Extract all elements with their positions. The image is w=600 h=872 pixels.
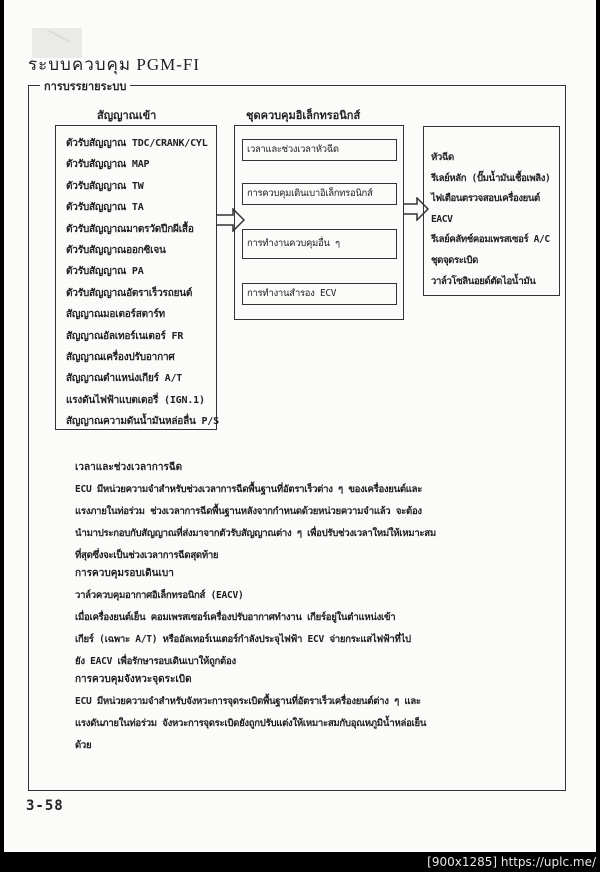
body-line: ยัง EACV เพื่อรักษารอบเดินเบาให้ถูกต้อง [75,656,236,667]
input-item: สัญญาณเครื่องปรับอากาศ [66,351,175,363]
output-item: รีเลย์คลัทช์คอมเพรสเซอร์ A/C [431,234,550,246]
body-line: ด้วย [75,740,92,751]
body-line: แรงภายในท่อร่วม ช่วงเวลาการฉีดพื้นฐานหลังจากกำหนดด้วยหน่วยความจำแล้ว จะต้อง [75,506,422,517]
section-heading: การควบคุมรอบเดินเบา [75,568,174,579]
body-line: ECU มีหน่วยความจำสำหรับจังหวะการจุดระเบิดพื้นฐานที่อัตราเร็วเครื่องยนต์ต่าง ๆ และ [75,696,421,707]
section-body [75,585,553,673]
page-number: 3-58 [26,798,64,814]
output-item: ไฟเตือนตรวจสอบเครื่องยนต์ [431,193,540,205]
section-ignition-timing [75,669,553,757]
ecu-block-backup-ecv: การทำงานสำรอง ECV [242,283,397,305]
input-item: ตัวรับสัญญาณออกซิเจน [66,244,166,256]
output-item: ชุดจุดระเบิด [431,254,478,266]
input-item: ตัวรับสัญญาณอัตราเร็วรถยนต์ [66,287,193,299]
output-item: วาล์วโซลินอยด์ตัดไอน้ำมัน [431,275,536,287]
section-heading: การควบคุมจังหวะจุดระเบิด [75,674,192,685]
page-title: ระบบควบคุม PGM-FI [28,55,201,74]
body-line: นำมาประกอบกับสัญญาณที่ส่งมาจากตัวรับสัญญาณต่าง ๆ เพื่อปรับช่วงเวลาใหม่ให้เหมาะสม [75,528,436,539]
inputs-header: สัญญาณเข้า [97,110,157,122]
output-item: รีเลย์หลัก (ปั๊มน้ำมันเชื้อเพลิง) [431,172,551,184]
frame-legend: การบรรยายระบบ [40,77,130,95]
body-line: เมื่อเครื่องยนต์เย็น คอมเพรสเซอร์เครื่องปรับอากาศทำงาน เกียร์อยู่ในตำแหน่งเข้า [75,612,396,623]
section-heading: เวลาและช่วงเวลาการฉีด [75,462,183,473]
section-body [75,479,553,567]
body-line: วาล์วควบคุมอากาศอิเล็กทรอนิกส์ (EACV) [75,590,244,601]
ecu-block-injection-timing: เวลาและช่วงเวลาหัวฉีด [242,139,397,161]
output-item: หัวฉีด [431,152,454,163]
ecu-header: ชุดควบคุมอิเล็กทรอนิกส์ [246,110,361,122]
body-line: เกียร์ (เฉพาะ A/T) หรืออัลเทอร์เนเตอร์กำลังประจุไฟฟ้า ECV จ่ายกระแสไฟฟ้าที่ไป [75,634,411,645]
image-host-watermark: [900x1285] https://uplc.me/ [427,855,596,869]
input-item: ตัวรับสัญญาณมาตรวัดปีกผีเสื้อ [66,223,194,235]
inputs-list [66,133,219,432]
body-line: ที่สุดซึ่งจะเป็นช่วงเวลาการฉีดสุดท้าย [75,550,219,561]
section-body [75,691,553,757]
output-item: EACV [431,213,453,225]
body-line: แรงดันภายในท่อร่วม จังหวะการจุดระเบิดยังถูกปรับแต่งให้เหมาะสมกับอุณหภูมิน้ำหล่อเย็น [75,718,427,729]
outputs-list [431,148,550,292]
input-item: ตัวรับสัญญาณ PA [66,266,144,278]
input-item: ตัวรับสัญญาณ MAP [66,159,150,171]
input-item: ตัวรับสัญญาณ TW [66,180,144,192]
input-item: สัญญาณตำแหน่งเกียร์ A/T [66,373,183,385]
input-item: สัญญาณความดันน้ำมันหล่อลื่น P/S [66,416,219,428]
input-item: ตัวรับสัญญาณ TA [66,202,144,214]
input-item: แรงดันไฟฟ้าแบตเตอรี่ (IGN.1) [66,394,205,406]
input-item: สัญญาณอัลเทอร์เนเตอร์ FR [66,330,184,342]
body-line: ECU มีหน่วยความจำสำหรับช่วงเวลาการฉีดพื้นฐานที่อัตราเร็วต่าง ๆ ของเครื่องยนต์และ [75,484,423,495]
input-item: สัญญาณมอเตอร์สตาร์ท [66,309,165,321]
ecu-block-idle-control: การควบคุมเดินเบาอิเล็กทรอนิกส์ [242,183,397,205]
ecu-block-other-control: การทำงานควบคุมอื่น ๆ [242,229,397,259]
section-injection-timing [75,457,553,567]
input-item: ตัวรับสัญญาณ TDC/CRANK/CYL [66,138,208,149]
section-idle-control [75,563,553,673]
